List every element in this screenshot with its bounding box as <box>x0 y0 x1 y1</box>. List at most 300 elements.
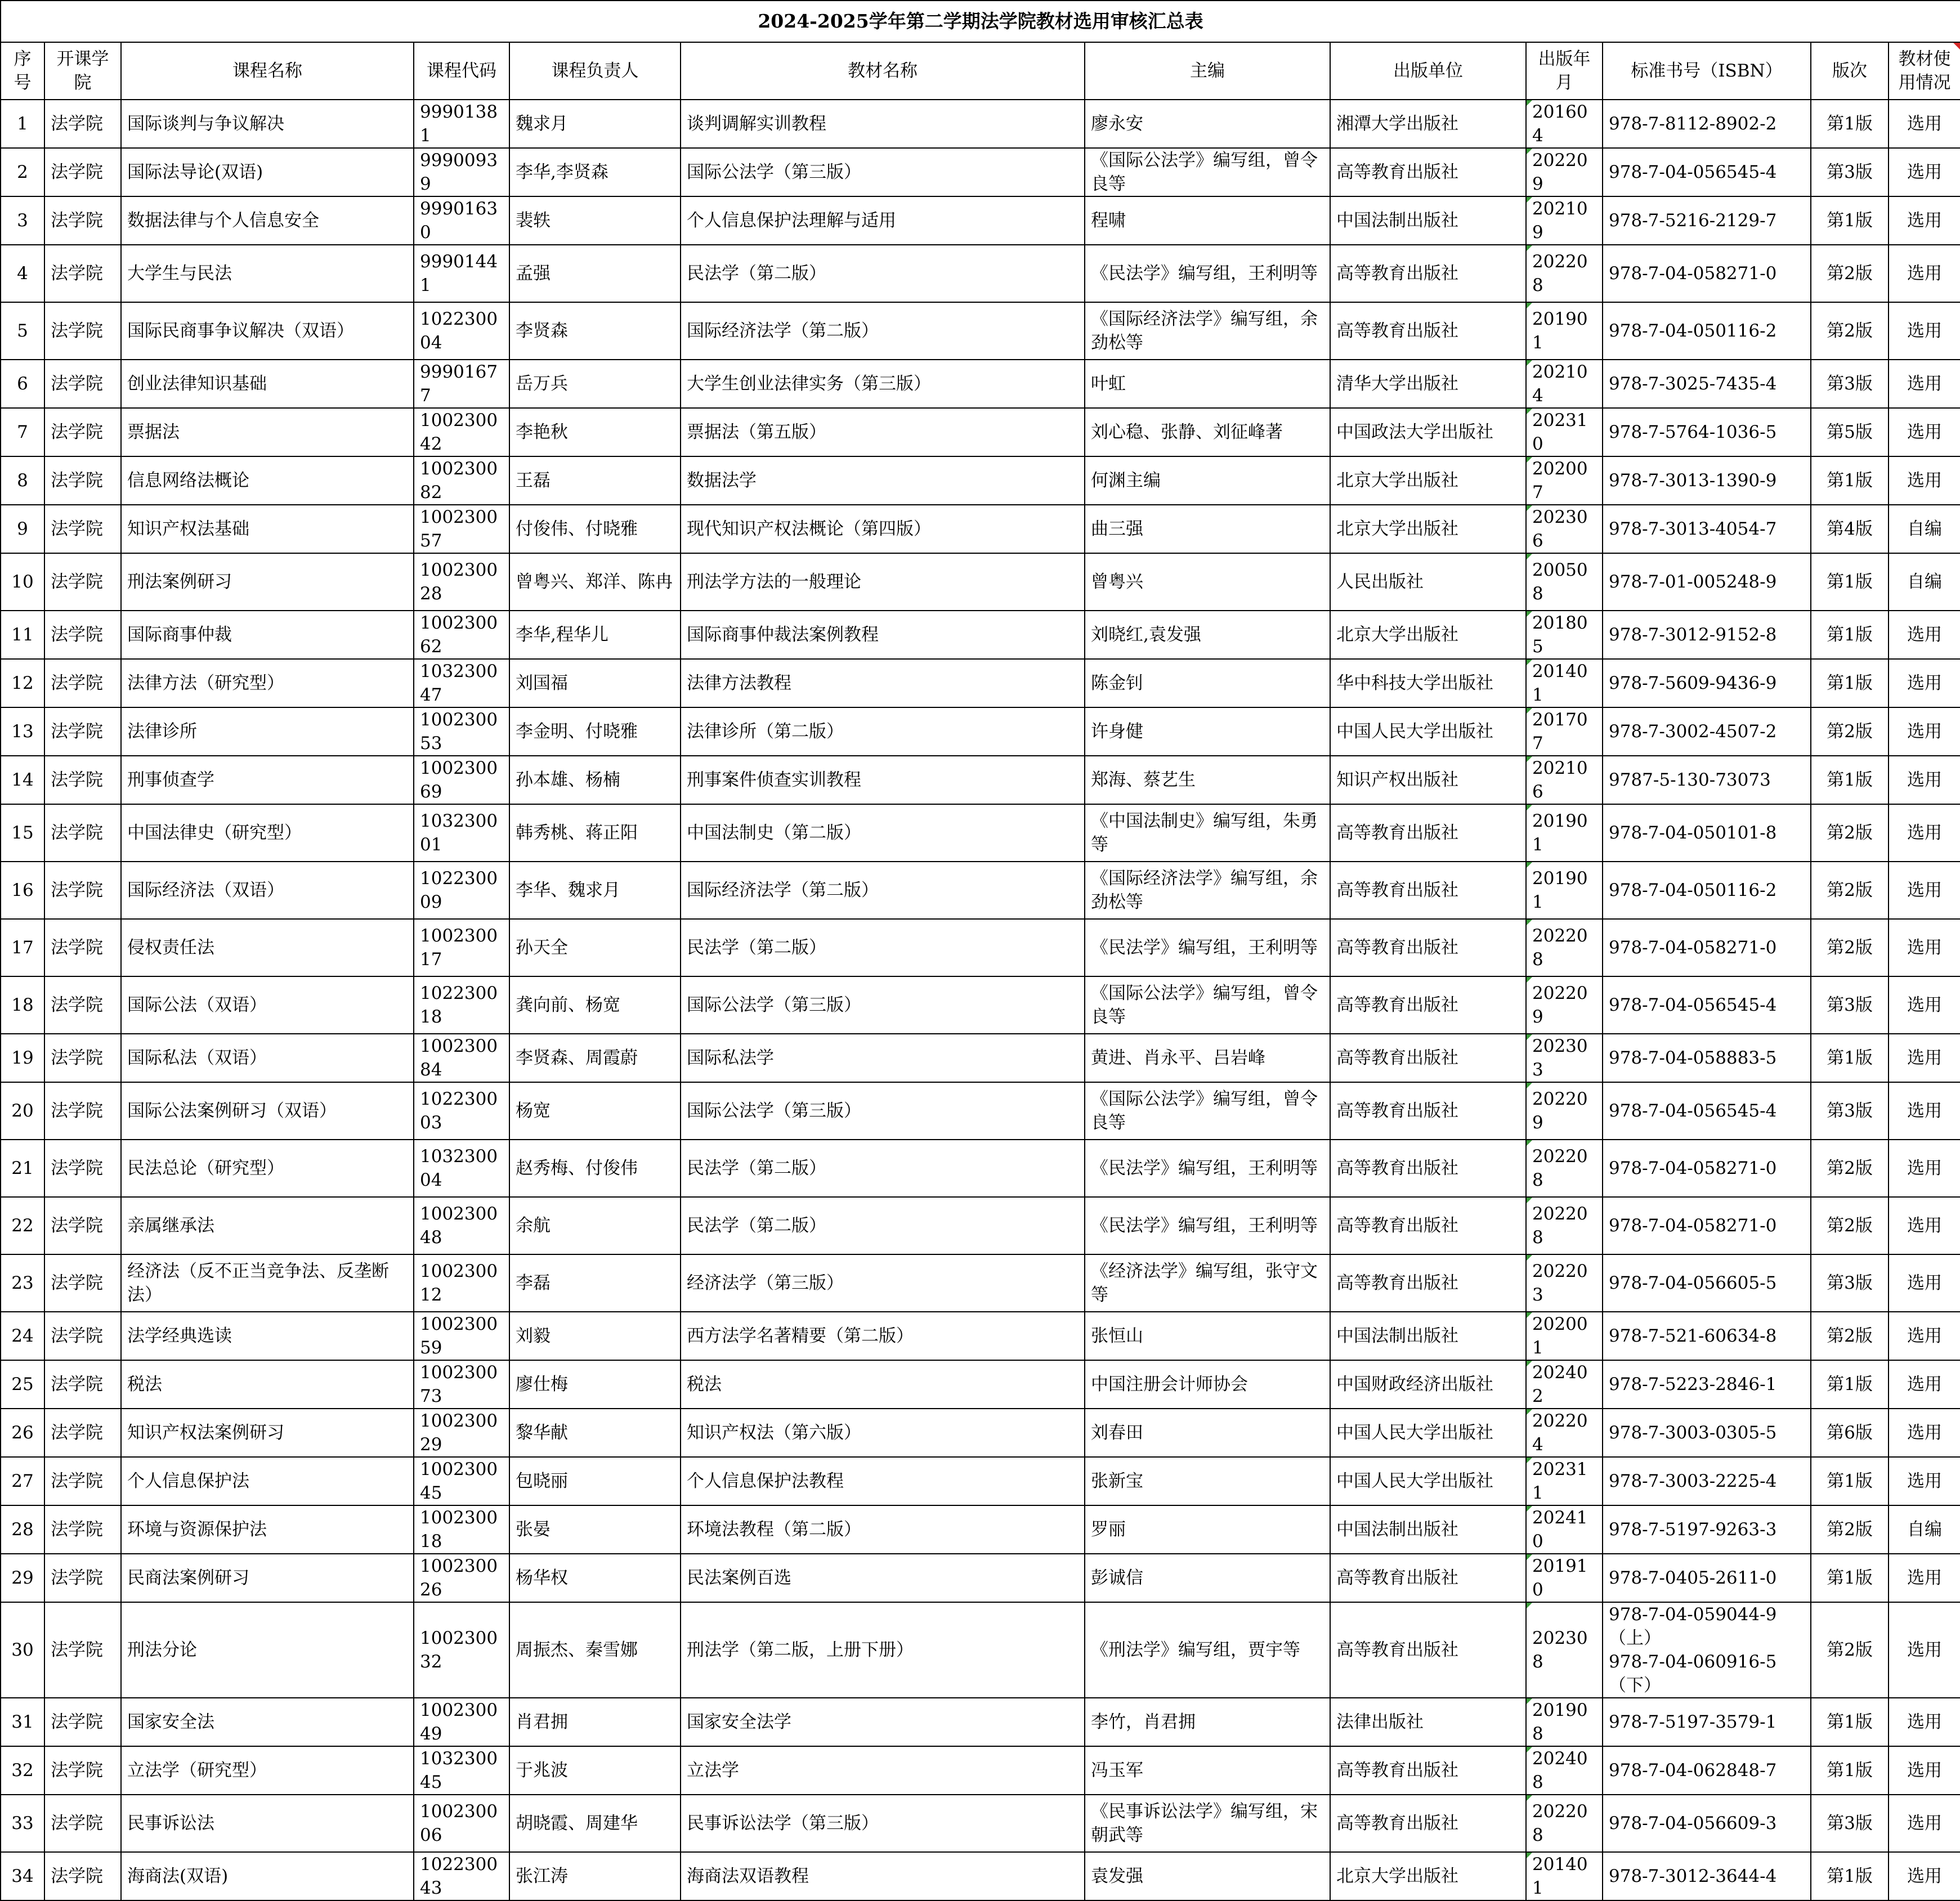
cell-edition[interactable]: 第2版 <box>1811 707 1889 756</box>
header-leader[interactable]: 课程负责人 <box>509 42 681 100</box>
cell-date[interactable]: 201707 <box>1526 707 1603 756</box>
cell-seq[interactable]: 28 <box>1 1505 44 1554</box>
cell-college[interactable]: 法学院 <box>44 1082 121 1140</box>
cell-isbn[interactable]: 978-7-04-056609-3 <box>1603 1795 1811 1852</box>
cell-leader[interactable]: 赵秀梅、付俊伟 <box>509 1140 681 1197</box>
cell-usage[interactable]: 选用 <box>1889 659 1960 707</box>
cell-editor[interactable]: 《国际公法学》编写组，曾令良等 <box>1085 1082 1330 1140</box>
cell-edition[interactable]: 第1版 <box>1811 659 1889 707</box>
cell-publisher[interactable]: 高等教育出版社 <box>1330 1602 1526 1698</box>
cell-seq[interactable]: 22 <box>1 1197 44 1254</box>
cell-editor[interactable]: 曾粤兴 <box>1085 553 1330 611</box>
cell-textbook[interactable]: 民法学（第二版） <box>681 919 1085 976</box>
cell-date[interactable]: 202303 <box>1526 1034 1603 1082</box>
cell-code[interactable]: 102230003 <box>414 1082 509 1140</box>
cell-seq[interactable]: 23 <box>1 1254 44 1312</box>
cell-textbook[interactable]: 民法案例百选 <box>681 1554 1085 1602</box>
cell-isbn[interactable]: 978-7-3013-4054-7 <box>1603 505 1811 553</box>
cell-textbook[interactable]: 国际公法学（第三版） <box>681 1082 1085 1140</box>
cell-college[interactable]: 法学院 <box>44 1140 121 1197</box>
cell-publisher[interactable]: 中国政法大学出版社 <box>1330 408 1526 456</box>
cell-leader[interactable]: 包晓丽 <box>509 1457 681 1505</box>
cell-code[interactable]: 100230032 <box>414 1602 509 1698</box>
cell-college[interactable]: 法学院 <box>44 1312 121 1360</box>
cell-course[interactable]: 民商法案例研习 <box>121 1554 414 1602</box>
cell-date[interactable]: 201908 <box>1526 1698 1603 1746</box>
cell-college[interactable]: 法学院 <box>44 408 121 456</box>
cell-seq[interactable]: 24 <box>1 1312 44 1360</box>
cell-college[interactable]: 法学院 <box>44 553 121 611</box>
cell-textbook[interactable]: 环境法教程（第二版） <box>681 1505 1085 1554</box>
cell-edition[interactable]: 第3版 <box>1811 976 1889 1034</box>
cell-code[interactable]: 102230004 <box>414 302 509 360</box>
cell-code[interactable]: 103230001 <box>414 804 509 862</box>
cell-publisher[interactable]: 高等教育出版社 <box>1330 1140 1526 1197</box>
cell-code[interactable]: 100230069 <box>414 756 509 804</box>
cell-usage[interactable]: 选用 <box>1889 611 1960 659</box>
cell-seq[interactable]: 2 <box>1 148 44 196</box>
cell-editor[interactable]: 李竹，肖君拥 <box>1085 1698 1330 1746</box>
cell-textbook[interactable]: 海商法双语教程 <box>681 1852 1085 1900</box>
cell-leader[interactable]: 李金明、付晓雅 <box>509 707 681 756</box>
cell-college[interactable]: 法学院 <box>44 611 121 659</box>
cell-isbn[interactable]: 978-7-8112-8902-2 <box>1603 100 1811 148</box>
cell-leader[interactable]: 李贤森、周霞蔚 <box>509 1034 681 1082</box>
cell-leader[interactable]: 余航 <box>509 1197 681 1254</box>
cell-isbn[interactable]: 978-7-521-60634-8 <box>1603 1312 1811 1360</box>
cell-edition[interactable]: 第2版 <box>1811 1140 1889 1197</box>
cell-textbook[interactable]: 国际商事仲裁法案例教程 <box>681 611 1085 659</box>
cell-leader[interactable]: 孟强 <box>509 245 681 302</box>
cell-isbn[interactable]: 978-7-04-058883-5 <box>1603 1034 1811 1082</box>
cell-editor[interactable]: 《民法学》编写组，王利明等 <box>1085 245 1330 302</box>
cell-usage[interactable]: 选用 <box>1889 1140 1960 1197</box>
header-date[interactable]: 出版年月 <box>1526 42 1603 100</box>
cell-seq[interactable]: 25 <box>1 1360 44 1409</box>
cell-college[interactable]: 法学院 <box>44 1034 121 1082</box>
cell-leader[interactable]: 龚向前、杨宽 <box>509 976 681 1034</box>
cell-course[interactable]: 国际民商事争议解决（双语） <box>121 302 414 360</box>
cell-course[interactable]: 中国法律史（研究型） <box>121 804 414 862</box>
cell-seq[interactable]: 16 <box>1 862 44 919</box>
cell-textbook[interactable]: 国际经济法学（第二版） <box>681 862 1085 919</box>
cell-isbn[interactable]: 978-7-04-058271-0 <box>1603 1197 1811 1254</box>
cell-edition[interactable]: 第1版 <box>1811 196 1889 245</box>
cell-isbn[interactable]: 978-7-5216-2129-7 <box>1603 196 1811 245</box>
cell-editor[interactable]: 《民事诉讼法学》编写组，宋朝武等 <box>1085 1795 1330 1852</box>
cell-seq[interactable]: 12 <box>1 659 44 707</box>
cell-leader[interactable]: 李华,李贤森 <box>509 148 681 196</box>
cell-code[interactable]: 100230053 <box>414 707 509 756</box>
cell-usage[interactable]: 选用 <box>1889 862 1960 919</box>
cell-isbn[interactable]: 978-7-3012-3644-4 <box>1603 1852 1811 1900</box>
cell-publisher[interactable]: 华中科技大学出版社 <box>1330 659 1526 707</box>
cell-course[interactable]: 法律诊所 <box>121 707 414 756</box>
cell-publisher[interactable]: 清华大学出版社 <box>1330 360 1526 408</box>
cell-edition[interactable]: 第4版 <box>1811 505 1889 553</box>
cell-date[interactable]: 202308 <box>1526 1602 1603 1698</box>
cell-code[interactable]: 100230017 <box>414 919 509 976</box>
cell-date[interactable]: 202311 <box>1526 1457 1603 1505</box>
cell-seq[interactable]: 1 <box>1 100 44 148</box>
cell-editor[interactable]: 张恒山 <box>1085 1312 1330 1360</box>
header-textbook[interactable]: 教材名称 <box>681 42 1085 100</box>
cell-usage[interactable]: 选用 <box>1889 919 1960 976</box>
cell-edition[interactable]: 第2版 <box>1811 1312 1889 1360</box>
cell-code[interactable]: 100230012 <box>414 1254 509 1312</box>
cell-edition[interactable]: 第3版 <box>1811 1254 1889 1312</box>
cell-textbook[interactable]: 国家安全法学 <box>681 1698 1085 1746</box>
cell-college[interactable]: 法学院 <box>44 1505 121 1554</box>
cell-date[interactable]: 202007 <box>1526 456 1603 505</box>
cell-code[interactable]: 99901630 <box>414 196 509 245</box>
cell-leader[interactable]: 黎华献 <box>509 1409 681 1457</box>
cell-editor[interactable]: 《民法学》编写组，王利明等 <box>1085 1140 1330 1197</box>
cell-edition[interactable]: 第1版 <box>1811 1852 1889 1900</box>
cell-college[interactable]: 法学院 <box>44 804 121 862</box>
cell-code[interactable]: 99901381 <box>414 100 509 148</box>
cell-publisher[interactable]: 中国法制出版社 <box>1330 1312 1526 1360</box>
cell-isbn[interactable]: 978-7-01-005248-9 <box>1603 553 1811 611</box>
cell-date[interactable]: 202306 <box>1526 505 1603 553</box>
cell-textbook[interactable]: 知识产权法（第六版） <box>681 1409 1085 1457</box>
cell-college[interactable]: 法学院 <box>44 1554 121 1602</box>
cell-publisher[interactable]: 高等教育出版社 <box>1330 976 1526 1034</box>
cell-course[interactable]: 海商法(双语) <box>121 1852 414 1900</box>
cell-isbn[interactable]: 978-7-5197-9263-3 <box>1603 1505 1811 1554</box>
cell-code[interactable]: 100230045 <box>414 1457 509 1505</box>
cell-date[interactable]: 201401 <box>1526 1852 1603 1900</box>
cell-course[interactable]: 法学经典选读 <box>121 1312 414 1360</box>
cell-date[interactable]: 201805 <box>1526 611 1603 659</box>
cell-leader[interactable]: 曾粤兴、郑洋、陈冉 <box>509 553 681 611</box>
cell-textbook[interactable]: 国际公法学（第三版） <box>681 148 1085 196</box>
cell-seq[interactable]: 30 <box>1 1602 44 1698</box>
cell-leader[interactable]: 孙本雄、杨楠 <box>509 756 681 804</box>
cell-course[interactable]: 法律方法（研究型） <box>121 659 414 707</box>
cell-college[interactable]: 法学院 <box>44 360 121 408</box>
cell-course[interactable]: 国际公法（双语） <box>121 976 414 1034</box>
cell-code[interactable]: 103230047 <box>414 659 509 707</box>
cell-college[interactable]: 法学院 <box>44 1197 121 1254</box>
cell-textbook[interactable]: 国际公法学（第三版） <box>681 976 1085 1034</box>
cell-textbook[interactable]: 立法学 <box>681 1746 1085 1795</box>
cell-usage[interactable]: 自编 <box>1889 505 1960 553</box>
cell-college[interactable]: 法学院 <box>44 148 121 196</box>
cell-college[interactable]: 法学院 <box>44 1698 121 1746</box>
cell-usage[interactable]: 选用 <box>1889 1602 1960 1698</box>
cell-isbn[interactable]: 978-7-5223-2846-1 <box>1603 1360 1811 1409</box>
header-code[interactable]: 课程代码 <box>414 42 509 100</box>
cell-isbn[interactable]: 978-7-04-056545-4 <box>1603 148 1811 196</box>
cell-textbook[interactable]: 刑法学（第二版，上册下册） <box>681 1602 1085 1698</box>
cell-college[interactable]: 法学院 <box>44 245 121 302</box>
cell-textbook[interactable]: 刑事案件侦查实训教程 <box>681 756 1085 804</box>
cell-seq[interactable]: 6 <box>1 360 44 408</box>
cell-usage[interactable]: 选用 <box>1889 1034 1960 1082</box>
header-publisher[interactable]: 出版单位 <box>1330 42 1526 100</box>
cell-publisher[interactable]: 高等教育出版社 <box>1330 1746 1526 1795</box>
cell-isbn[interactable]: 978-7-04-062848-7 <box>1603 1746 1811 1795</box>
cell-date[interactable]: 202209 <box>1526 976 1603 1034</box>
cell-leader[interactable]: 刘毅 <box>509 1312 681 1360</box>
cell-code[interactable]: 99901441 <box>414 245 509 302</box>
cell-leader[interactable]: 胡晓霞、周建华 <box>509 1795 681 1852</box>
cell-textbook[interactable]: 民法学（第二版） <box>681 245 1085 302</box>
cell-course[interactable]: 国际商事仲裁 <box>121 611 414 659</box>
cell-course[interactable]: 刑事侦查学 <box>121 756 414 804</box>
cell-course[interactable]: 亲属继承法 <box>121 1197 414 1254</box>
cell-editor[interactable]: 叶虹 <box>1085 360 1330 408</box>
cell-date[interactable]: 201401 <box>1526 659 1603 707</box>
cell-seq[interactable]: 26 <box>1 1409 44 1457</box>
cell-edition[interactable]: 第2版 <box>1811 804 1889 862</box>
cell-edition[interactable]: 第1版 <box>1811 1360 1889 1409</box>
cell-editor[interactable]: 刘心稳、张静、刘征峰著 <box>1085 408 1330 456</box>
cell-editor[interactable]: 《刑法学》编写组，贾宇等 <box>1085 1602 1330 1698</box>
cell-code[interactable]: 99900939 <box>414 148 509 196</box>
cell-editor[interactable]: 《国际经济法学》编写组，余劲松等 <box>1085 302 1330 360</box>
cell-date[interactable]: 202104 <box>1526 360 1603 408</box>
cell-date[interactable]: 202208 <box>1526 1140 1603 1197</box>
cell-date[interactable]: 201910 <box>1526 1554 1603 1602</box>
cell-date[interactable]: 201901 <box>1526 804 1603 862</box>
cell-leader[interactable]: 于兆波 <box>509 1746 681 1795</box>
cell-seq[interactable]: 10 <box>1 553 44 611</box>
cell-leader[interactable]: 杨宽 <box>509 1082 681 1140</box>
cell-course[interactable]: 国际经济法（双语） <box>121 862 414 919</box>
cell-edition[interactable]: 第2版 <box>1811 1505 1889 1554</box>
cell-seq[interactable]: 31 <box>1 1698 44 1746</box>
cell-editor[interactable]: 《民法学》编写组，王利明等 <box>1085 919 1330 976</box>
cell-edition[interactable]: 第5版 <box>1811 408 1889 456</box>
cell-leader[interactable]: 李贤森 <box>509 302 681 360</box>
cell-edition[interactable]: 第1版 <box>1811 1554 1889 1602</box>
cell-publisher[interactable]: 高等教育出版社 <box>1330 1034 1526 1082</box>
cell-editor[interactable]: 彭诚信 <box>1085 1554 1330 1602</box>
cell-college[interactable]: 法学院 <box>44 659 121 707</box>
header-course[interactable]: 课程名称 <box>121 42 414 100</box>
cell-college[interactable]: 法学院 <box>44 919 121 976</box>
cell-college[interactable]: 法学院 <box>44 1457 121 1505</box>
cell-date[interactable]: 202402 <box>1526 1360 1603 1409</box>
cell-college[interactable]: 法学院 <box>44 862 121 919</box>
cell-college[interactable]: 法学院 <box>44 756 121 804</box>
cell-editor[interactable]: 《中国法制史》编写组，朱勇等 <box>1085 804 1330 862</box>
cell-usage[interactable]: 选用 <box>1889 1312 1960 1360</box>
cell-seq[interactable]: 27 <box>1 1457 44 1505</box>
cell-date[interactable]: 201901 <box>1526 862 1603 919</box>
cell-seq[interactable]: 19 <box>1 1034 44 1082</box>
cell-course[interactable]: 信息网络法概论 <box>121 456 414 505</box>
cell-seq[interactable]: 9 <box>1 505 44 553</box>
cell-leader[interactable]: 周振杰、秦雪娜 <box>509 1602 681 1698</box>
cell-date[interactable]: 201604 <box>1526 100 1603 148</box>
cell-textbook[interactable]: 国际私法学 <box>681 1034 1085 1082</box>
cell-seq[interactable]: 14 <box>1 756 44 804</box>
cell-leader[interactable]: 李华、魏求月 <box>509 862 681 919</box>
cell-publisher[interactable]: 北京大学出版社 <box>1330 611 1526 659</box>
cell-usage[interactable]: 选用 <box>1889 245 1960 302</box>
header-isbn[interactable]: 标准书号（ISBN） <box>1603 42 1811 100</box>
cell-textbook[interactable]: 现代知识产权法概论（第四版） <box>681 505 1085 553</box>
cell-college[interactable]: 法学院 <box>44 1795 121 1852</box>
cell-edition[interactable]: 第1版 <box>1811 611 1889 659</box>
cell-usage[interactable]: 选用 <box>1889 456 1960 505</box>
cell-code[interactable]: 100230042 <box>414 408 509 456</box>
cell-seq[interactable]: 11 <box>1 611 44 659</box>
cell-textbook[interactable]: 法律诊所（第二版） <box>681 707 1085 756</box>
cell-edition[interactable]: 第1版 <box>1811 1698 1889 1746</box>
cell-seq[interactable]: 33 <box>1 1795 44 1852</box>
cell-edition[interactable]: 第3版 <box>1811 148 1889 196</box>
cell-course[interactable]: 税法 <box>121 1360 414 1409</box>
cell-usage[interactable]: 选用 <box>1889 1795 1960 1852</box>
cell-edition[interactable]: 第2版 <box>1811 302 1889 360</box>
cell-editor[interactable]: 黄进、肖永平、吕岩峰 <box>1085 1034 1330 1082</box>
cell-course[interactable]: 国际法导论(双语) <box>121 148 414 196</box>
cell-isbn[interactable]: 978-7-04-058271-0 <box>1603 245 1811 302</box>
cell-seq[interactable]: 20 <box>1 1082 44 1140</box>
cell-usage[interactable]: 选用 <box>1889 1852 1960 1900</box>
cell-textbook[interactable]: 民法学（第二版） <box>681 1197 1085 1254</box>
cell-leader[interactable]: 杨华权 <box>509 1554 681 1602</box>
cell-seq[interactable]: 15 <box>1 804 44 862</box>
cell-leader[interactable]: 李磊 <box>509 1254 681 1312</box>
cell-usage[interactable]: 自编 <box>1889 1505 1960 1554</box>
cell-usage[interactable]: 选用 <box>1889 804 1960 862</box>
cell-usage[interactable]: 选用 <box>1889 1082 1960 1140</box>
cell-publisher[interactable]: 北京大学出版社 <box>1330 456 1526 505</box>
cell-college[interactable]: 法学院 <box>44 505 121 553</box>
cell-leader[interactable]: 刘国福 <box>509 659 681 707</box>
cell-publisher[interactable]: 湘潭大学出版社 <box>1330 100 1526 148</box>
cell-code[interactable]: 100230082 <box>414 456 509 505</box>
cell-publisher[interactable]: 中国法制出版社 <box>1330 196 1526 245</box>
cell-publisher[interactable]: 高等教育出版社 <box>1330 1082 1526 1140</box>
cell-editor[interactable]: 何渊主编 <box>1085 456 1330 505</box>
cell-code[interactable]: 102230043 <box>414 1852 509 1900</box>
cell-date[interactable]: 202001 <box>1526 1312 1603 1360</box>
cell-leader[interactable]: 岳万兵 <box>509 360 681 408</box>
cell-usage[interactable]: 选用 <box>1889 1457 1960 1505</box>
cell-textbook[interactable]: 法律方法教程 <box>681 659 1085 707</box>
cell-course[interactable]: 个人信息保护法 <box>121 1457 414 1505</box>
cell-college[interactable]: 法学院 <box>44 302 121 360</box>
cell-editor[interactable]: 《国际公法学》编写组，曾令良等 <box>1085 976 1330 1034</box>
cell-editor[interactable]: 《国际经济法学》编写组，余劲松等 <box>1085 862 1330 919</box>
cell-usage[interactable]: 选用 <box>1889 302 1960 360</box>
cell-leader[interactable]: 孙天全 <box>509 919 681 976</box>
cell-course[interactable]: 国际谈判与争议解决 <box>121 100 414 148</box>
cell-textbook[interactable]: 大学生创业法律实务（第三版） <box>681 360 1085 408</box>
cell-seq[interactable]: 13 <box>1 707 44 756</box>
cell-date[interactable]: 202208 <box>1526 919 1603 976</box>
cell-code[interactable]: 100230029 <box>414 1409 509 1457</box>
cell-editor[interactable]: 曲三强 <box>1085 505 1330 553</box>
cell-edition[interactable]: 第1版 <box>1811 1746 1889 1795</box>
cell-isbn[interactable]: 978-7-04-050101-8 <box>1603 804 1811 862</box>
cell-leader[interactable]: 韩秀桃、蒋正阳 <box>509 804 681 862</box>
cell-leader[interactable]: 魏求月 <box>509 100 681 148</box>
cell-editor[interactable]: 袁发强 <box>1085 1852 1330 1900</box>
cell-publisher[interactable]: 高等教育出版社 <box>1330 148 1526 196</box>
cell-college[interactable]: 法学院 <box>44 456 121 505</box>
cell-usage[interactable]: 选用 <box>1889 707 1960 756</box>
cell-date[interactable]: 202310 <box>1526 408 1603 456</box>
cell-date[interactable]: 202204 <box>1526 1409 1603 1457</box>
cell-publisher[interactable]: 中国财政经济出版社 <box>1330 1360 1526 1409</box>
cell-course[interactable]: 知识产权法案例研习 <box>121 1409 414 1457</box>
cell-seq[interactable]: 4 <box>1 245 44 302</box>
cell-college[interactable]: 法学院 <box>44 1852 121 1900</box>
cell-isbn[interactable]: 978-7-04-050116-2 <box>1603 862 1811 919</box>
cell-publisher[interactable]: 高等教育出版社 <box>1330 245 1526 302</box>
cell-course[interactable]: 知识产权法基础 <box>121 505 414 553</box>
cell-isbn[interactable]: 978-7-04-056545-4 <box>1603 976 1811 1034</box>
cell-edition[interactable]: 第3版 <box>1811 1082 1889 1140</box>
cell-editor[interactable]: 《民法学》编写组，王利明等 <box>1085 1197 1330 1254</box>
cell-edition[interactable]: 第1版 <box>1811 100 1889 148</box>
cell-leader[interactable]: 张江涛 <box>509 1852 681 1900</box>
header-seq[interactable]: 序号 <box>1 42 44 100</box>
cell-seq[interactable]: 18 <box>1 976 44 1034</box>
cell-code[interactable]: 100230018 <box>414 1505 509 1554</box>
cell-code[interactable]: 99901677 <box>414 360 509 408</box>
cell-course[interactable]: 立法学（研究型） <box>121 1746 414 1795</box>
cell-edition[interactable]: 第2版 <box>1811 1602 1889 1698</box>
cell-isbn[interactable]: 978-7-3012-9152-8 <box>1603 611 1811 659</box>
cell-isbn[interactable]: 978-7-04-056545-4 <box>1603 1082 1811 1140</box>
cell-textbook[interactable]: 个人信息保护法理解与适用 <box>681 196 1085 245</box>
cell-publisher[interactable]: 北京大学出版社 <box>1330 1852 1526 1900</box>
cell-textbook[interactable]: 票据法（第五版） <box>681 408 1085 456</box>
cell-course[interactable]: 国家安全法 <box>121 1698 414 1746</box>
cell-code[interactable]: 100230026 <box>414 1554 509 1602</box>
cell-college[interactable]: 法学院 <box>44 1746 121 1795</box>
cell-publisher[interactable]: 高等教育出版社 <box>1330 302 1526 360</box>
cell-course[interactable]: 创业法律知识基础 <box>121 360 414 408</box>
cell-editor[interactable]: 许身健 <box>1085 707 1330 756</box>
cell-course[interactable]: 民法总论（研究型） <box>121 1140 414 1197</box>
cell-date[interactable]: 202410 <box>1526 1505 1603 1554</box>
cell-seq[interactable]: 7 <box>1 408 44 456</box>
header-usage[interactable]: 教材使用情况 <box>1889 42 1960 100</box>
cell-isbn[interactable]: 978-7-5197-3579-1 <box>1603 1698 1811 1746</box>
cell-isbn[interactable]: 978-7-04-058271-0 <box>1603 919 1811 976</box>
cell-course[interactable]: 国际公法案例研习（双语） <box>121 1082 414 1140</box>
cell-publisher[interactable]: 高等教育出版社 <box>1330 1554 1526 1602</box>
cell-code[interactable]: 102230009 <box>414 862 509 919</box>
cell-course[interactable]: 大学生与民法 <box>121 245 414 302</box>
cell-editor[interactable]: 廖永安 <box>1085 100 1330 148</box>
cell-editor[interactable]: 张新宝 <box>1085 1457 1330 1505</box>
cell-edition[interactable]: 第2版 <box>1811 1197 1889 1254</box>
cell-publisher[interactable]: 中国人民大学出版社 <box>1330 707 1526 756</box>
cell-college[interactable]: 法学院 <box>44 976 121 1034</box>
cell-seq[interactable]: 21 <box>1 1140 44 1197</box>
cell-textbook[interactable]: 民事诉讼法学（第三版） <box>681 1795 1085 1852</box>
cell-code[interactable]: 100230006 <box>414 1795 509 1852</box>
cell-edition[interactable]: 第1版 <box>1811 456 1889 505</box>
cell-seq[interactable]: 32 <box>1 1746 44 1795</box>
cell-edition[interactable]: 第2版 <box>1811 862 1889 919</box>
cell-course[interactable]: 民事诉讼法 <box>121 1795 414 1852</box>
cell-isbn[interactable]: 978-7-5609-9436-9 <box>1603 659 1811 707</box>
cell-isbn[interactable]: 978-7-0405-2611-0 <box>1603 1554 1811 1602</box>
cell-leader[interactable]: 张晏 <box>509 1505 681 1554</box>
cell-isbn[interactable]: 978-7-5764-1036-5 <box>1603 408 1811 456</box>
